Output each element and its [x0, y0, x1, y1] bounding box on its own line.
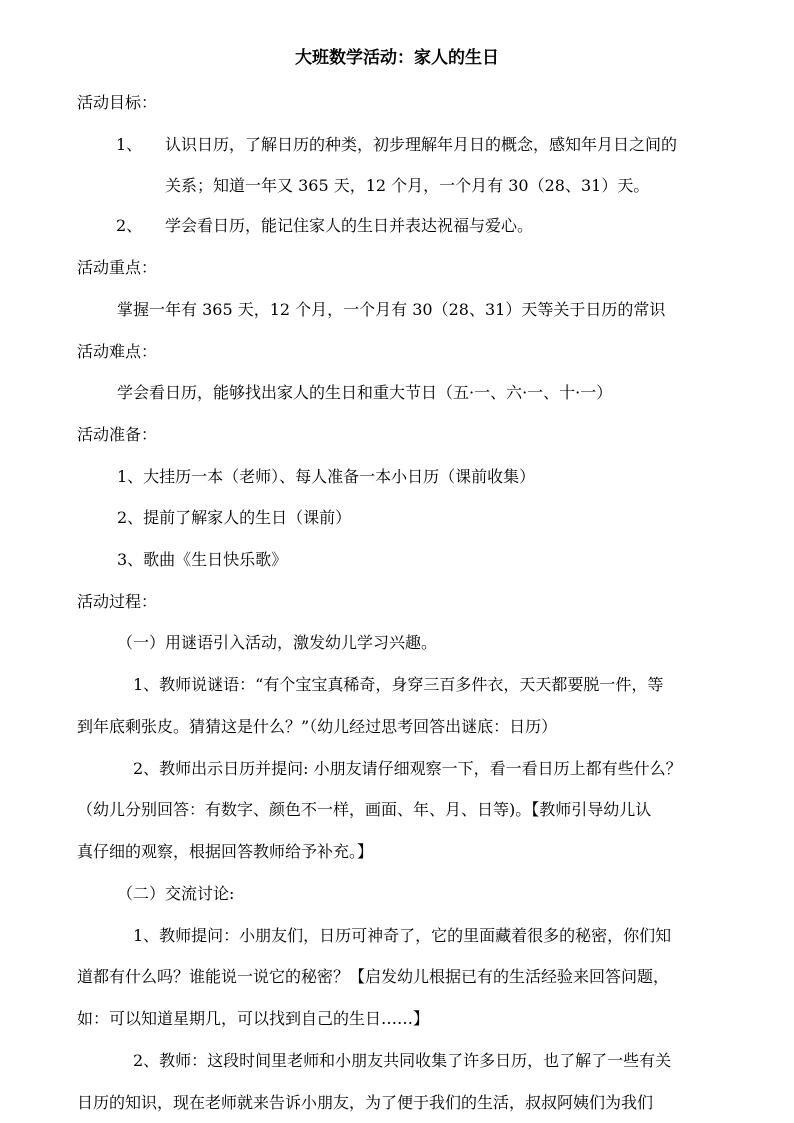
process-p4-line-1: 2、教师：这段时间里老师和小朋友共同收集了许多日历，也了解了一些有关	[133, 1051, 672, 1070]
process-p1-line-1: 1、教师说谜语：“有个宝宝真稀奇，身穿三百多件衣，天天都要脱一件，等	[133, 675, 664, 694]
document-title: 大班数学活动：家人的生日	[295, 48, 499, 68]
preparation-item-3: 3、歌曲《生日快乐歌》	[117, 550, 288, 569]
process-p3-line-2: 道都有什么吗？谁能说一说它的秘密？【启发幼儿根据已有的生活经验来回答问题，	[77, 967, 670, 986]
process-heading: 活动过程：	[77, 592, 158, 611]
process-p3-line-3: 如：可以知道星期几，可以找到自己的生日……】	[77, 1009, 430, 1028]
goal-2-number: 2、	[116, 216, 143, 235]
process-part-1-heading: （一）用谜语引入活动，激发幼儿学习兴趣。	[117, 633, 438, 652]
goal-2-text: 学会看日历，能记住家人的生日并表达祝福与爱心。	[165, 216, 534, 235]
process-p4-line-2: 日历的知识，现在老师就来告诉小朋友，为了便于我们的生活，叔叔阿姨们为我们	[77, 1093, 654, 1112]
preparation-item-2: 2、提前了解家人的生日（课前）	[117, 508, 352, 527]
difficulty-heading: 活动难点：	[77, 342, 158, 361]
difficulty-text: 学会看日历，能够找出家人的生日和重大节日（五·一、六·一、十·一）	[117, 383, 613, 402]
process-part-2-heading: （二）交流讨论:	[117, 884, 235, 903]
process-p1-line-2: 到年底剩张皮。猜猜这是什么？”（幼儿经过思考回答出谜底：日历）	[77, 717, 558, 736]
process-p3-line-1: 1、教师提问：小朋友们，日历可神奇了，它的里面藏着很多的秘密，你们知	[133, 926, 672, 945]
key-point-text: 掌握一年有 365 天，12 个月，一个月有 30（28、31）天等关于日历的常识	[117, 300, 666, 319]
preparation-item-1: 1、大挂历一本（老师）、每人准备一本小日历（课前收集）	[117, 467, 536, 486]
process-p2-line-1: 2、教师出示日历并提问: 小朋友请仔细观察一下，看一看日历上都有些什么？	[133, 759, 682, 778]
process-p2-line-3: 真仔细的观察，根据回答教师给予补充。】	[77, 842, 374, 861]
goal-1-text-line-1: 认识日历，了解日历的种类，初步理解年月日的概念，感知年月日之间的	[165, 135, 678, 154]
key-point-heading: 活动重点：	[77, 258, 158, 277]
preparation-heading: 活动准备：	[77, 425, 158, 444]
goals-heading: 活动目标：	[77, 93, 158, 112]
goal-1-number: 1、	[116, 135, 143, 154]
process-p2-line-2: （幼儿分别回答：有数字、颜色不一样，画面、年、月、日等)。【教师引导幼儿认	[77, 800, 652, 819]
goal-1-text-line-2: 关系；知道一年又 365 天，12 个月，一个月有 30（28、31）天。	[165, 176, 650, 195]
